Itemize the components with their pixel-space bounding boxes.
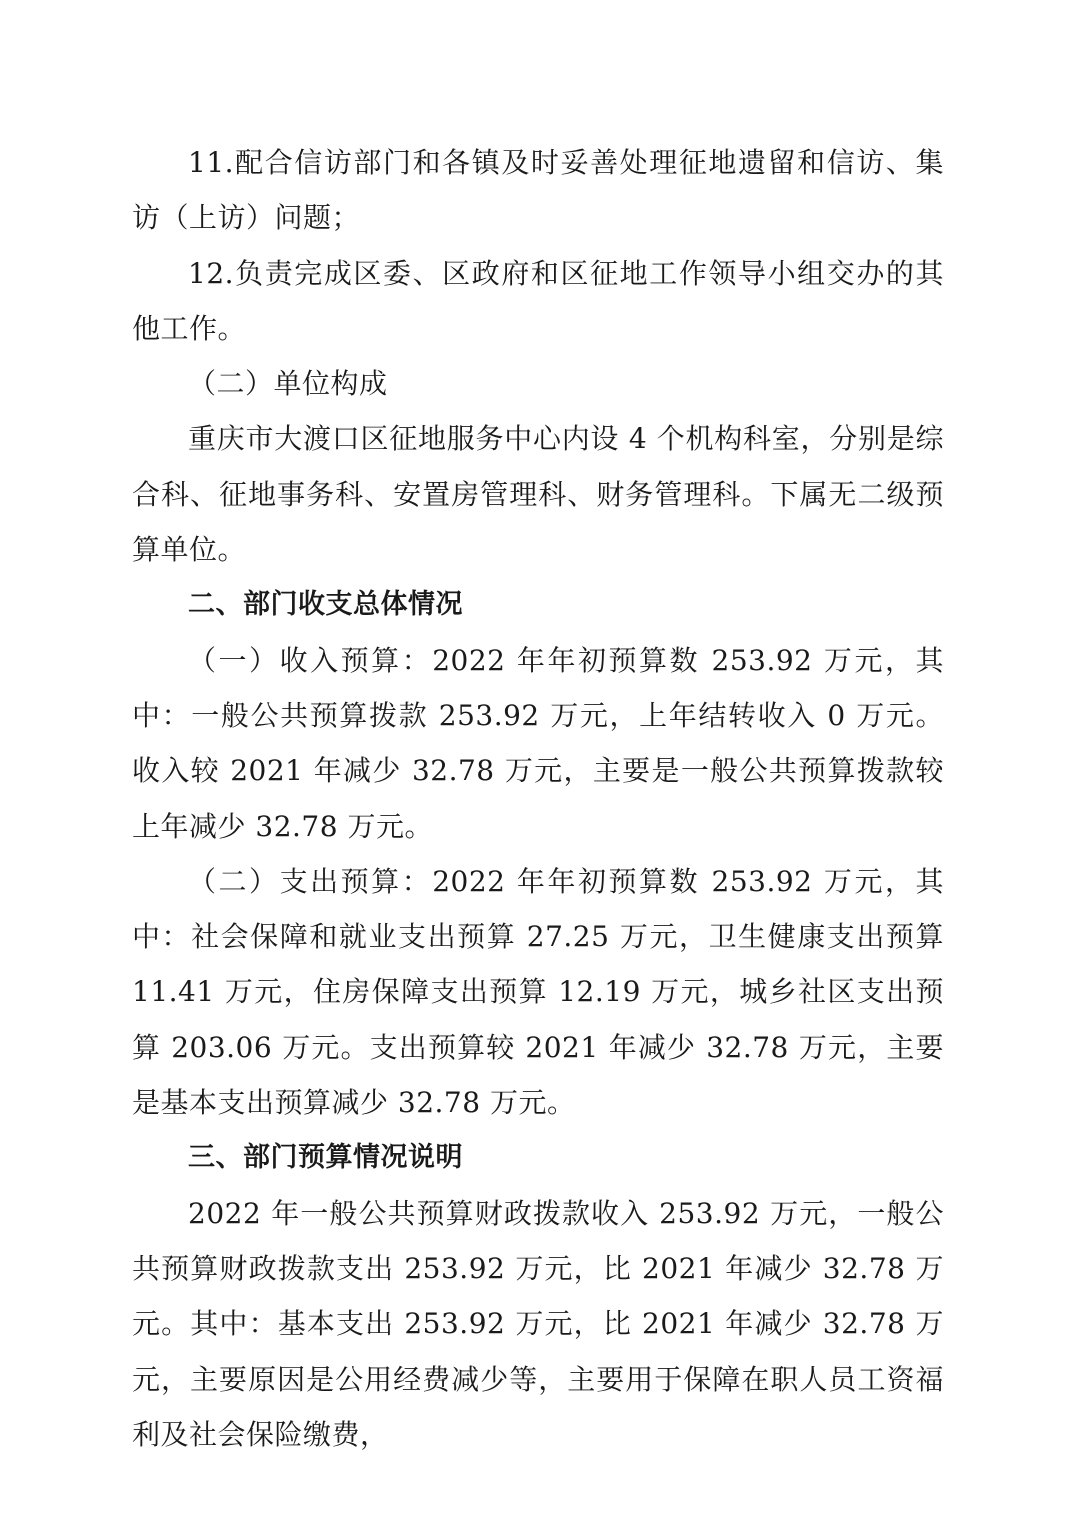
paragraph-expenditure-budget: （二）支出预算：2022 年年初预算数 253.92 万元，其中：社会保障和就业支出预算 27.25 万元，卫生健康支出预算 11.41 万元，住房保障支出预算 12.19 万元，城乡社区支出预算 203.06 万元。支出预算较 2021 年减少 32.78 万元，主要是基本支出预算减少 32.78 万元。 [132,864,944,1120]
subheading-unit-composition: （二）单位构成 [188,367,388,401]
paragraph-budget-explanation: 2022 年一般公共预算财政拨款收入 253.92 万元，一般公共预算财政拨款支出 253.92 万元，比 2021 年减少 32.78 万元。其中：基本支出 253.92 万元，比 2021 年减少 32.78 万元，主要原因是公用经费减少等，主要用于保障在职人员工资福利及社会保险缴费， [132,1196,944,1451]
section-heading-3: 三、部门预算情况说明 [188,1142,463,1174]
paragraph-income-budget: （一）收入预算：2022 年年初预算数 253.92 万元，其中：一般公共预算拨款 253.92 万元，上年结转收入 0 万元。收入较 2021 年减少 32.78 万元，主要是一般公共预算拨款较上年减少 32.78 万元。 [132,643,944,843]
paragraph-unit-composition: 重庆市大渡口区征地服务中心内设 4 个机构科室，分别是综合科、征地事务科、安置房管理科、财务管理科。下属无二级预算单位。 [132,422,944,567]
paragraph-item-11: 11.配合信访部门和各镇及时妥善处理征地遗留和信访、集访（上访）问题； [132,146,944,235]
section-heading-2: 二、部门收支总体情况 [188,589,463,621]
document-page [132,135,944,1462]
paragraph-item-12: 12.负责完成区委、区政府和区征地工作领导小组交办的其他工作。 [132,256,944,345]
